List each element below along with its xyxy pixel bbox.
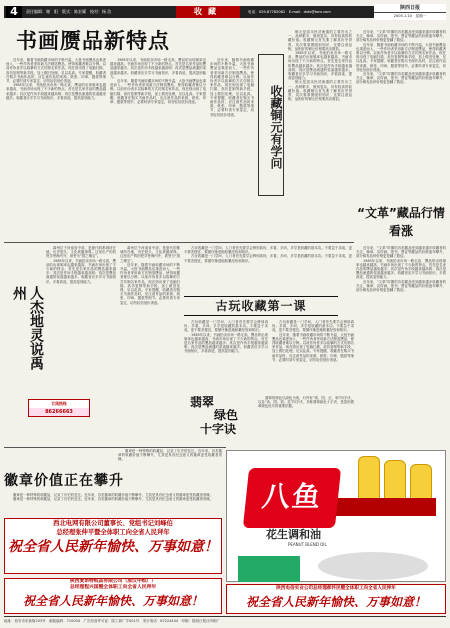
antique-lesson-headline: 古玩收藏第一课: [184, 296, 338, 316]
footer: 地址：西安市东新街203号 邮政编码：710004 广告经营许可证：陕工商广字001号 发行电话：87224444 印刷：陕西日报社印刷厂: [4, 616, 446, 625]
ad-product-name: 花生调和油: [266, 528, 321, 541]
book-article-headline: 书画赝品新特点: [16, 28, 170, 53]
order-hotline-label: 订阅热线: [51, 401, 67, 406]
editor-credits: 责任编辑：谢 阳 版式：陈宏耀 校对：杨 浩: [26, 9, 112, 14]
copper-coin-body: 铜元是清末民初流通的主要货币之一，品种繁多，版别复杂，具有较高的收藏价值。收藏铜元首先要了解其历史背景，其次要掌握版别知识，还要注意品相，品相好的铜元价格要高出数倍。 1985年以来，书画拍卖市场一路走高，赝品的出现频率也越来越高，书画市场出现了不少新的特点。首先是名家作品的赝品越来越多；其次是作伪手段越来越高明；再次是赝品流通的渠道越来越多。收藏者应多学习书画知识，多看真迹，提高鉴别能力。 铜元是清末民初流通的主要货币之一，品种繁多，版别复杂，具有较高的收藏价值。收藏铜元首先要了解其历史背景，其次要掌握版别知识，还要注意品相，品相好的铜元价格要高出数倍。: [288, 30, 352, 102]
wenge-headline-box: [356, 204, 446, 246]
section-title: 收藏: [176, 6, 240, 18]
divider: [4, 447, 226, 448]
jade-headline-line1: 翡翠: [190, 396, 215, 409]
divider: [4, 242, 354, 243]
contact-info: 电话：029-87785082 E-mail：dsfx@tom.com: [248, 10, 331, 14]
badge-body: 徽章是一种特殊的收藏品，记录了历史的变迁。近年来，各类徽章的收藏价值不断攀升，尤其是具有纪念意义的徽章更受收藏者青睐。 徽章是一种特殊的收藏品，记录了历史的变迁。近年来，各类徽章的收藏价值不断攀升，尤其是具有纪念意义的徽章更受收藏者青睐。: [13, 493, 214, 502]
order-hotline-number: 86266663: [29, 408, 89, 417]
page-number: 4: [6, 6, 22, 18]
wenge-headline: “文革”藏品行情看涨: [357, 206, 445, 238]
ad-product-name-en: PEANUT BLEND OIL: [288, 542, 327, 547]
book-article-body-col1: 近年来，随着书画收藏市场的不断升温，大批书画赝品也乘虚而入，一些作伪者采用新方法制造赝品，使得收藏者难以分辨。以前作伪者多以临摹的方式仿制名家作品，现在则出现了电脑扫描、高仿复制等新手段，加上做旧处理，足以乱真。专家提醒，收藏者在购买书画作品时，应注意作品的来源、纸张、印章、题款等细节，必要时请专家鉴定，切勿轻信低价诱惑。 1985年以来，书画拍卖市场一路走高，赝品的出现频率也越来越高，书画市场出现了不少新的特点。首先是名家作品的赝品越来越多；其次是作伪手段越来越高明；再次是赝品流通的渠道越来越多。收藏者应多学习书画知识，多看真迹，提高鉴别能力。: [6, 58, 106, 100]
greeting-1-line2: 总经理张伸平暨全体职工向全省人民拜年: [56, 529, 170, 536]
issue-date: 2005.1.10 星期一: [374, 12, 446, 20]
ad-green-panel: [238, 556, 300, 582]
book-article-body-col3: 近年来，随着书画收藏市场的不断升温，大批书画赝品也乘虚而入，一些作伪者采用新方法制造赝品，使得收藏者难以分辨。以前作伪者多以临摹的方式仿制名家作品，现在则出现了电脑扫描、高仿复制等新手段，加上做旧处理，足以乱真。专家提醒，收藏者在购买书画作品时，应注意作品的来源、纸张、印章、题款等细节，必要时请专家鉴定，切勿轻信低价诱惑。: [210, 58, 254, 117]
greeting-2-line1: 陕西电信实业公司总经理郝怀民暨全体职工向全省人民拜年: [276, 586, 396, 591]
badge-intro: 徽章是一种特殊的收藏品，记录了历史的变迁。近年来，各类徽章的收藏价值不断攀升，尤其是具有纪念意义的徽章更受收藏者青睐。: [118, 449, 222, 462]
yuzhou-body: 禹州位于河南省中部，是夏代的都城所在地，历史悠久，文化底蕴深厚。这里出产的钧瓷享誉海内外，被誉为“国之瑰宝”。 1985年以来，书画拍卖市场一路走高，赝品的出现频率也越来越高，书画市场出现了不少新的特点。首先是名家作品的赝品越来越多；其次是作伪手段越来越高明；再次是赝品流通的渠道越来越多。收藏者应多学习书画知识，多看真迹，提高鉴别能力。: [46, 246, 116, 284]
copper-coin-headline: 收藏铜元有学问: [258, 54, 284, 196]
greeting-2-slogan: 祝全省人民新年愉快、万事如意！: [245, 595, 426, 609]
ad-plate-image: [318, 552, 428, 580]
jade-headline-line2: 绿色: [214, 409, 239, 422]
ad-red-banner: [336, 498, 436, 516]
greeting-1-slogan: 祝全省人民新年愉快、万事如意！: [8, 539, 218, 555]
right-column-body: 近年来，“文革”时期的各类藏品受到越来越多收藏者的关注，像章、宣传画、报刊、票证等藏品的价格逐年攀升，部分稀有品种价格更是翻了数倍。 近年来，随着书画收藏市场的不断升温，大批书画赝品也乘虚而入，一些作伪者采用新方法制造赝品，使得收藏者难以分辨。以前作伪者多以临摹的方式仿制名家作品，现在则出现了电脑扫描、高仿复制等新手段，加上做旧处理，足以乱真。专家提醒，收藏者在购买书画作品时，应注意作品的来源、纸张、印章、题款等细节，必要时请专家鉴定，切勿轻信低价诱惑。 近年来，“文革”时期的各类藏品受到越来越多收藏者的关注，像章、宣传画、报刊、票证等藏品的价格逐年攀升，部分稀有品种价格更是翻了数倍。: [356, 30, 446, 85]
jade-headline-line3: 十字诀: [200, 423, 237, 436]
masthead: [374, 4, 446, 20]
antique-lesson-intro: 古玩收藏是一门学问，入门者首先要学会辨别真伪，多看、多问、多学是收藏的基本功。不要急于求成，更不要贪便宜，要循序渐进地积累经验和知识。 古玩收藏是一门学问，入门者首先要学会辨别真伪，多看、多问、多学是收藏的基本功。不要急于求成，更不要贪便宜，要循序渐进地积累经验和知识。: [184, 246, 352, 263]
antique-lesson-body-col1: 古玩收藏是一门学问，入门者首先要学会辨别真伪，多看、多问、多学是收藏的基本功。不要急于求成，更不要贪便宜，要循序渐进地积累经验和知识。 1985年以来，书画拍卖市场一路走高，赝品的出现频率也越来越高，书画市场出现了不少新的特点。首先是名家作品的赝品越来越多；其次是作伪手段越来越高明；再次是赝品流通的渠道越来越多。收藏者应多学习书画知识，多看真迹，提高鉴别能力。: [184, 320, 268, 354]
greeting-box-3: [4, 578, 222, 614]
greeting-box-2: [226, 584, 446, 614]
greeting-3-slogan: 祝全省人民新年愉快、万事如意！: [22, 594, 203, 608]
greeting-3-line1: 陕西麦昂特纸品有限公司（原汉中纸厂）: [69, 579, 157, 584]
greeting-box-1: [4, 518, 222, 574]
wenge-article-body: 近年来，“文革”时期的各类藏品受到越来越多收藏者的关注，像章、宣传画、报刊、票证等藏品的价格逐年攀升，部分稀有品种价格更是翻了数倍。 1985年以来，书画拍卖市场一路走高，赝品的出现频率也越来越高，书画市场出现了不少新的特点。首先是名家作品的赝品越来越多；其次是作伪手段越来越高明；再次是赝品流通的渠道越来越多。收藏者应多学习书画知识，多看真迹，提高鉴别能力。 近年来，“文革”时期的各类藏品受到越来越多收藏者的关注，像章、宣传画、报刊、票证等藏品的价格逐年攀升，部分稀有品种价格更是翻了数倍。: [356, 246, 446, 293]
ad-brand-logo: 八鱼: [243, 468, 341, 528]
jade-headline: [190, 396, 256, 444]
book-article-body-col2: 1985年以来，书画拍卖市场一路走高，赝品的出现频率也越来越高，书画市场出现了不少新的特点。首先是名家作品的赝品越来越多；其次是作伪手段越来越高明；再次是赝品流通的渠道越来越多。收藏者应多学习书画知识，多看真迹，提高鉴别能力。 近年来，随着书画收藏市场的不断升温，大批书画赝品也乘虚而入，一些作伪者采用新方法制造赝品，使得收藏者难以分辨。以前作伪者多以临摹的方式仿制名家作品，现在则出现了电脑扫描、高仿复制等新手段，加上做旧处理，足以乱真。专家提醒，收藏者在购买书画作品时，应注意作品的来源、纸张、印章、题款等细节，必要时请专家鉴定，切勿轻信低价诱惑。: [110, 58, 206, 105]
order-hotline-box: [28, 399, 90, 417]
greeting-3-line2: 总经理程兴国暨全体职工向全省人民拜年: [69, 585, 157, 590]
yuzhou-body-col2: 禹州位于河南省中部，是夏代的都城所在地，历史悠久，文化底蕴深厚。这里出产的钧瓷享誉海内外，被誉为“国之瑰宝”。 近年来，随着书画收藏市场的不断升温，大批书画赝品也乘虚而入，一些作伪者采用新方法制造赝品，使得收藏者难以分辨。以前作伪者多以临摹的方式仿制名家作品，现在则出现了电脑扫描、高仿复制等新手段，加上做旧处理，足以乱真。专家提醒，收藏者在购买书画作品时，应注意作品的来源、纸张、印章、题款等细节，必要时请专家鉴定，切勿轻信低价诱惑。: [120, 246, 180, 305]
yuzhou-headline: 人杰地灵说禹州: [11, 286, 44, 370]
badge-headline: 徽章价值正在攀升: [4, 473, 124, 489]
greeting-1-line1: 西北电网有限公司董事长、党组书记刘峰伯: [53, 520, 173, 527]
jade-body: 翡翠的颜色以绿色为贵，行内有“浓、阳、正、和”四字诀，以及“淡、阴、邪、花”四字诀，共称翡翠绿色十字诀，是鉴别翡翠颜色优劣的重要依据。: [258, 396, 354, 409]
masthead-name: 陕西日报: [399, 5, 420, 11]
antique-lesson-body-col2: 古玩收藏是一门学问，入门者首先要学会辨别真伪，多看、多问、多学是收藏的基本功。不要急于求成，更不要贪便宜，要循序渐进地积累经验和知识。 近年来，随着书画收藏市场的不断升温，大批书画赝品也乘虚而入，一些作伪者采用新方法制造赝品，使得收藏者难以分辨。以前作伪者多以临摹的方式仿制名家作品，现在则出现了电脑扫描、高仿复制等新手段，加上做旧处理，足以乱真。专家提醒，收藏者在购买书画作品时，应注意作品的来源、纸张、印章、题款等细节，必要时请专家鉴定，切勿轻信低价诱惑。: [272, 320, 354, 362]
